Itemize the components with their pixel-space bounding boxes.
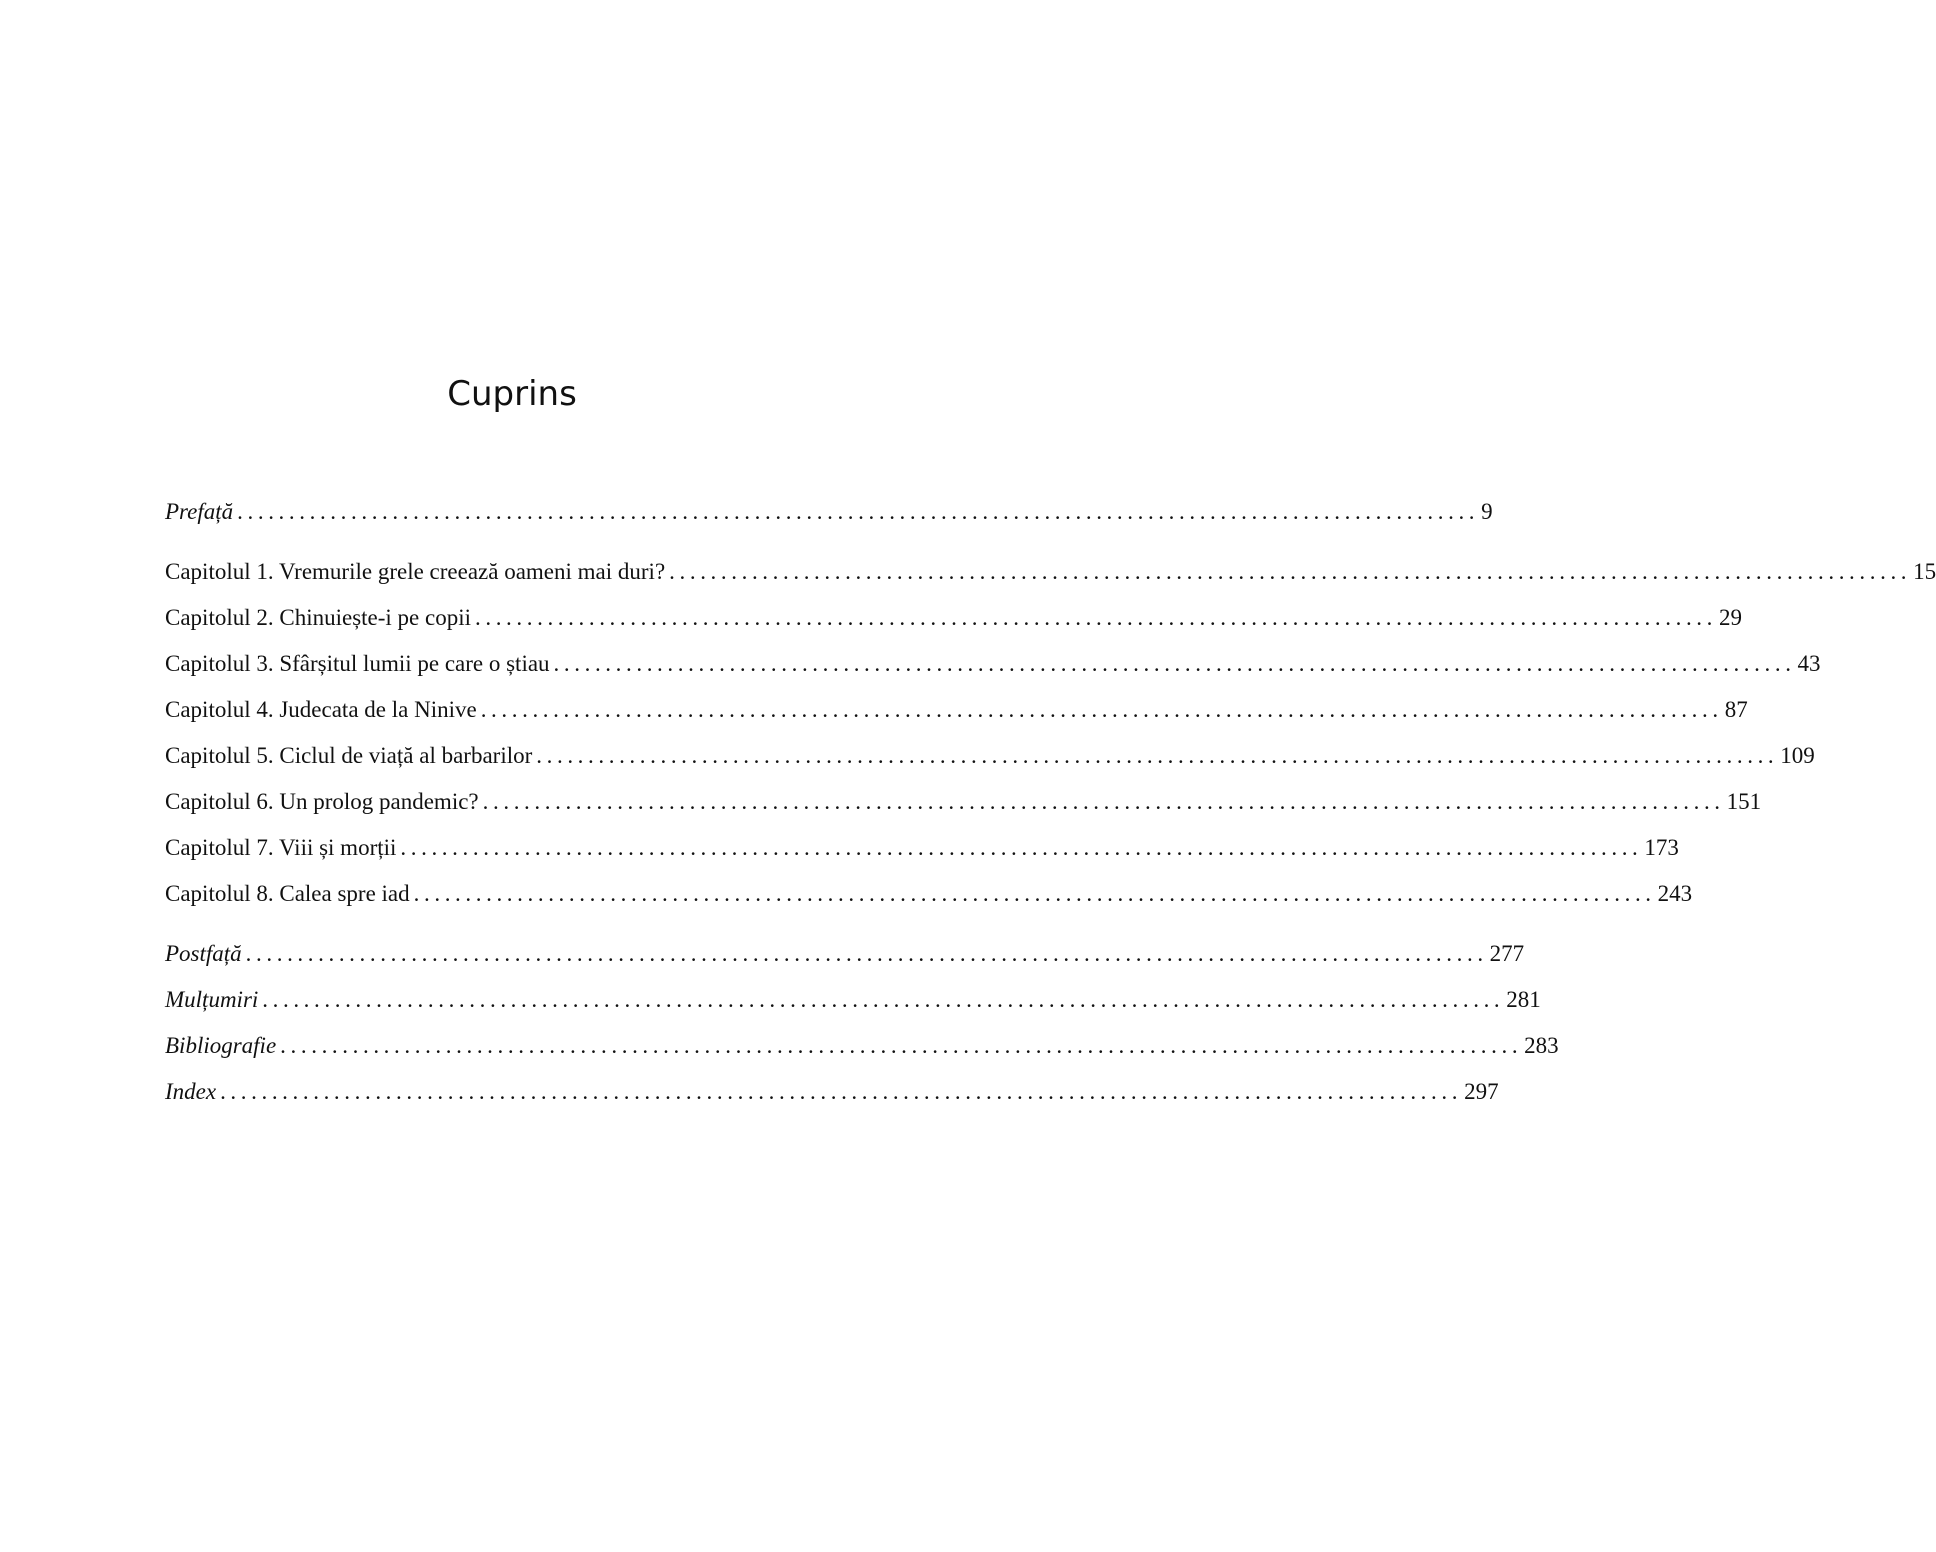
- toc-entry-page: 87: [1724, 697, 1748, 722]
- toc-entry-label: Capitolul 5. Ciclul de viață al barbarilor: [165, 743, 533, 768]
- toc-entry-page: 297: [1464, 1079, 1499, 1104]
- toc-entry-multumiri[interactable]: [165, 985, 1541, 1015]
- dot-leader: ........................................................................................................................: [245, 941, 1488, 966]
- toc-entry-chapter-8[interactable]: [165, 879, 1693, 909]
- toc-entry-chapter-5[interactable]: [165, 741, 1815, 771]
- toc-entry-chapter-1[interactable]: [165, 557, 1936, 587]
- toc-entry-chapter-6[interactable]: [165, 787, 1762, 817]
- toc-entry-label: Prefață: [165, 499, 234, 524]
- toc-entry-label: Capitolul 7. Viii și morții: [165, 835, 397, 860]
- toc-entry-page: 151: [1726, 789, 1762, 814]
- toc-entry-chapter-7[interactable]: [165, 833, 1679, 863]
- dot-leader: ........................................................................................................................: [669, 559, 1912, 584]
- toc-entry-label: Capitolul 3. Sfârșitul lumii pe care o știau: [165, 651, 550, 676]
- toc-entry-page: 109: [1780, 743, 1815, 768]
- toc-entry-postfata[interactable]: [165, 939, 1525, 969]
- dot-leader: ........................................................................................................................: [475, 605, 1717, 630]
- toc-entry-label: Postfață: [165, 941, 242, 966]
- dot-leader: ........................................................................................................................: [220, 1079, 1463, 1104]
- toc-entry-page: 29: [1719, 605, 1742, 630]
- toc-entry-page: 15: [1913, 559, 1936, 584]
- toc-entry-label: Capitolul 8. Calea spre iad: [165, 881, 410, 906]
- toc-entry-chapter-2[interactable]: [165, 603, 1742, 633]
- toc-entry-label: Capitolul 2. Chinuiește-i pe copii: [165, 605, 471, 630]
- toc-entry-index[interactable]: [165, 1077, 1499, 1107]
- dot-leader: ........................................................................................................................: [413, 881, 1656, 906]
- toc-entry-chapter-4[interactable]: [165, 695, 1748, 725]
- dot-leader: ........................................................................................................................: [400, 835, 1643, 860]
- dot-leader: ........................................................................................................................: [480, 697, 1723, 722]
- toc-entry-label: Mulțumiri: [165, 987, 259, 1012]
- toc-entry-prefata[interactable]: [165, 497, 1493, 527]
- dot-leader: ........................................................................................................................: [280, 1033, 1523, 1058]
- toc-entry-page: 281: [1506, 987, 1541, 1012]
- toc-entry-chapter-3[interactable]: [165, 649, 1821, 679]
- toc-entry-page: 277: [1489, 941, 1525, 966]
- dot-leader: ........................................................................................................................: [536, 743, 1779, 768]
- toc-entry-label: Capitolul 6. Un prolog pandemic?: [165, 789, 479, 814]
- toc-entry-label: Index: [165, 1079, 217, 1104]
- toc-entry-label: Capitolul 1. Vremurile grele creează oameni mai duri?: [165, 559, 666, 584]
- dot-leader: ........................................................................................................................: [262, 987, 1505, 1012]
- dot-leader: ........................................................................................................................: [237, 499, 1480, 524]
- dot-leader: ........................................................................................................................: [482, 789, 1725, 814]
- toc-entry-label: Bibliografie: [165, 1033, 277, 1058]
- toc-entry-page: 173: [1644, 835, 1679, 860]
- toc-entry-page: 243: [1657, 881, 1693, 906]
- toc-entry-page: 283: [1524, 1033, 1559, 1058]
- dot-leader: ........................................................................................................................: [553, 651, 1796, 676]
- toc-entry-page: 9: [1481, 499, 1493, 524]
- toc-entry-page: 43: [1797, 651, 1821, 676]
- toc-entry-bibliografie[interactable]: [165, 1031, 1559, 1061]
- page-title: Cuprins: [447, 374, 577, 414]
- toc-entry-label: Capitolul 4. Judecata de la Ninive: [165, 697, 477, 722]
